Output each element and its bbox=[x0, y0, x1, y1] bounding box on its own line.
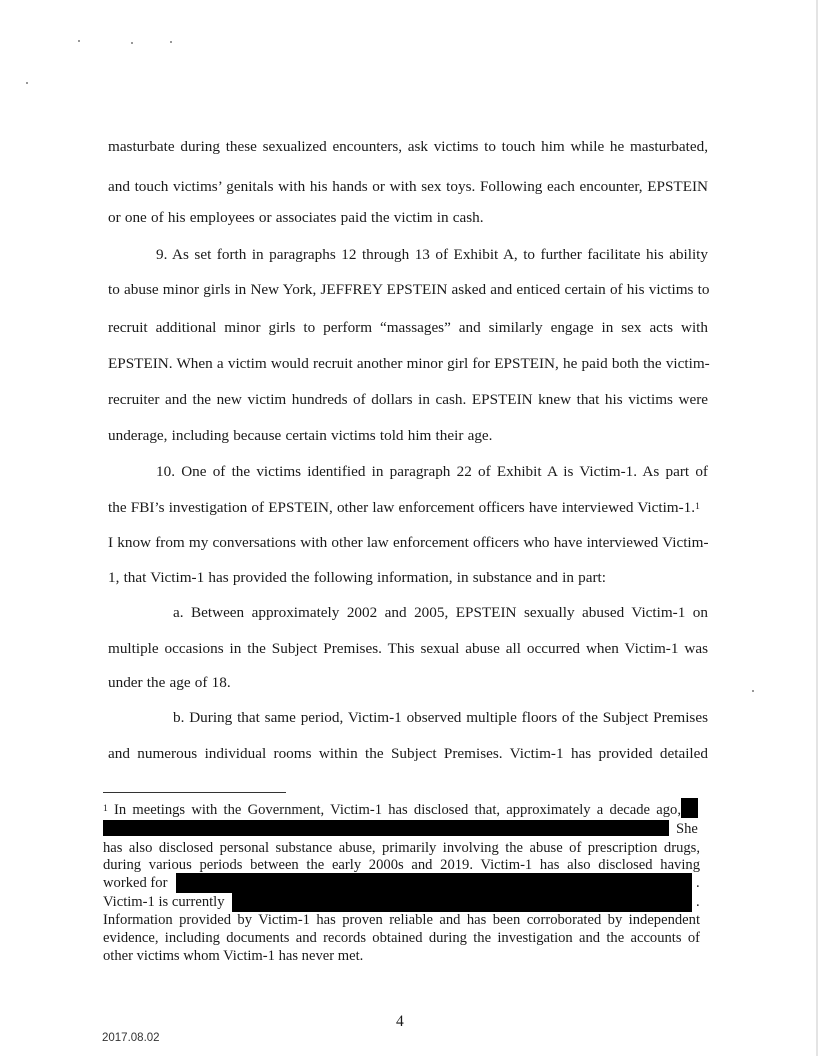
scan-speck bbox=[78, 40, 80, 42]
footnote-line: other victims whom Victim-1 has never met. bbox=[103, 948, 364, 964]
footnote-line: has also disclosed personal substance abuse, primarily involving the abuse of prescription drugs, bbox=[103, 840, 700, 856]
body-line: 1, that Victim-1 has provided the following information, in substance and in part: bbox=[108, 569, 606, 586]
footnote-line-6-start: Victim-1 is currently bbox=[103, 894, 225, 910]
page-number: 4 bbox=[396, 1013, 404, 1030]
scan-speck bbox=[26, 82, 28, 84]
footnote-line: evidence, including documents and records obtained during the investigation and the accounts of bbox=[103, 930, 700, 946]
body-line: to abuse minor girls in New York, JEFFREY EPSTEIN asked and enticed certain of his victims to bbox=[108, 281, 710, 298]
footnote-line-5-end: . bbox=[696, 875, 700, 891]
scan-speck bbox=[752, 690, 754, 692]
redaction-box bbox=[176, 873, 692, 893]
footnote-divider bbox=[103, 792, 286, 793]
body-line-with-footnote bbox=[108, 498, 700, 518]
paragraph-10-start: 10. One of the victims identified in paragraph 22 of Exhibit A is Victim-1. As part of bbox=[156, 463, 708, 480]
body-line: and touch victims’ genitals with his hands or with sex toys. Following each encounter, EPSTEIN bbox=[108, 178, 708, 195]
scan-speck bbox=[131, 42, 133, 44]
body-line: recruiter and the new victim hundreds of dollars in cash. EPSTEIN knew that his victims were bbox=[108, 391, 708, 408]
footnote-marker: 1 bbox=[103, 804, 108, 814]
body-line: under the age of 18. bbox=[108, 674, 231, 691]
body-line: the FBI’s investigation of EPSTEIN, other law enforcement officers have interviewed Victim-1. bbox=[108, 499, 696, 516]
date-stamp: 2017.08.02 bbox=[102, 1032, 160, 1044]
footnote-line: Information provided by Victim-1 has proven reliable and has been corroborated by independent bbox=[103, 912, 700, 928]
body-line: underage, including because certain victims told him their age. bbox=[108, 427, 493, 444]
body-line: multiple occasions in the Subject Premises. This sexual abuse all occurred when Victim-1 was bbox=[108, 640, 708, 657]
redaction-box bbox=[232, 892, 692, 912]
footnote-line-5-start: worked for bbox=[103, 875, 168, 891]
body-line: and numerous individual rooms within the Subject Premises. Victim-1 has provided detailed bbox=[108, 745, 708, 762]
body-line: EPSTEIN. When a victim would recruit another minor girl for EPSTEIN, he paid both the victim- bbox=[108, 355, 710, 372]
body-line: masturbate during these sexualized encounters, ask victims to touch him while he masturbated, bbox=[108, 138, 708, 155]
footnote-line-2-end: She bbox=[676, 821, 698, 837]
body-line: I know from my conversations with other law enforcement officers who have interviewed Victim- bbox=[108, 534, 709, 551]
redaction-box bbox=[103, 820, 669, 836]
footnote-reference: 1 bbox=[695, 502, 700, 512]
body-line: recruit additional minor girls to perform “massages” and similarly engage in sex acts with bbox=[108, 319, 708, 336]
subparagraph-b-start: b. During that same period, Victim-1 observed multiple floors of the Subject Premises bbox=[173, 709, 708, 726]
subparagraph-a-start: a. Between approximately 2002 and 2005, EPSTEIN sexually abused Victim-1 on bbox=[173, 604, 708, 621]
body-line: or one of his employees or associates paid the victim in cash. bbox=[108, 209, 484, 226]
footnote-line: during various periods between the early 2000s and 2019. Victim-1 has also disclosed having bbox=[103, 857, 700, 873]
paragraph-9-start: 9. As set forth in paragraphs 12 through 13 of Exhibit A, to further facilitate his ability bbox=[156, 246, 708, 263]
scan-speck bbox=[170, 41, 172, 43]
redaction-box bbox=[681, 798, 698, 818]
footnote-line bbox=[103, 801, 681, 819]
footnote-text: In meetings with the Government, Victim-1 has disclosed that, approximately a decade ago, bbox=[114, 802, 681, 818]
footnote-line-6-end: . bbox=[696, 894, 700, 910]
